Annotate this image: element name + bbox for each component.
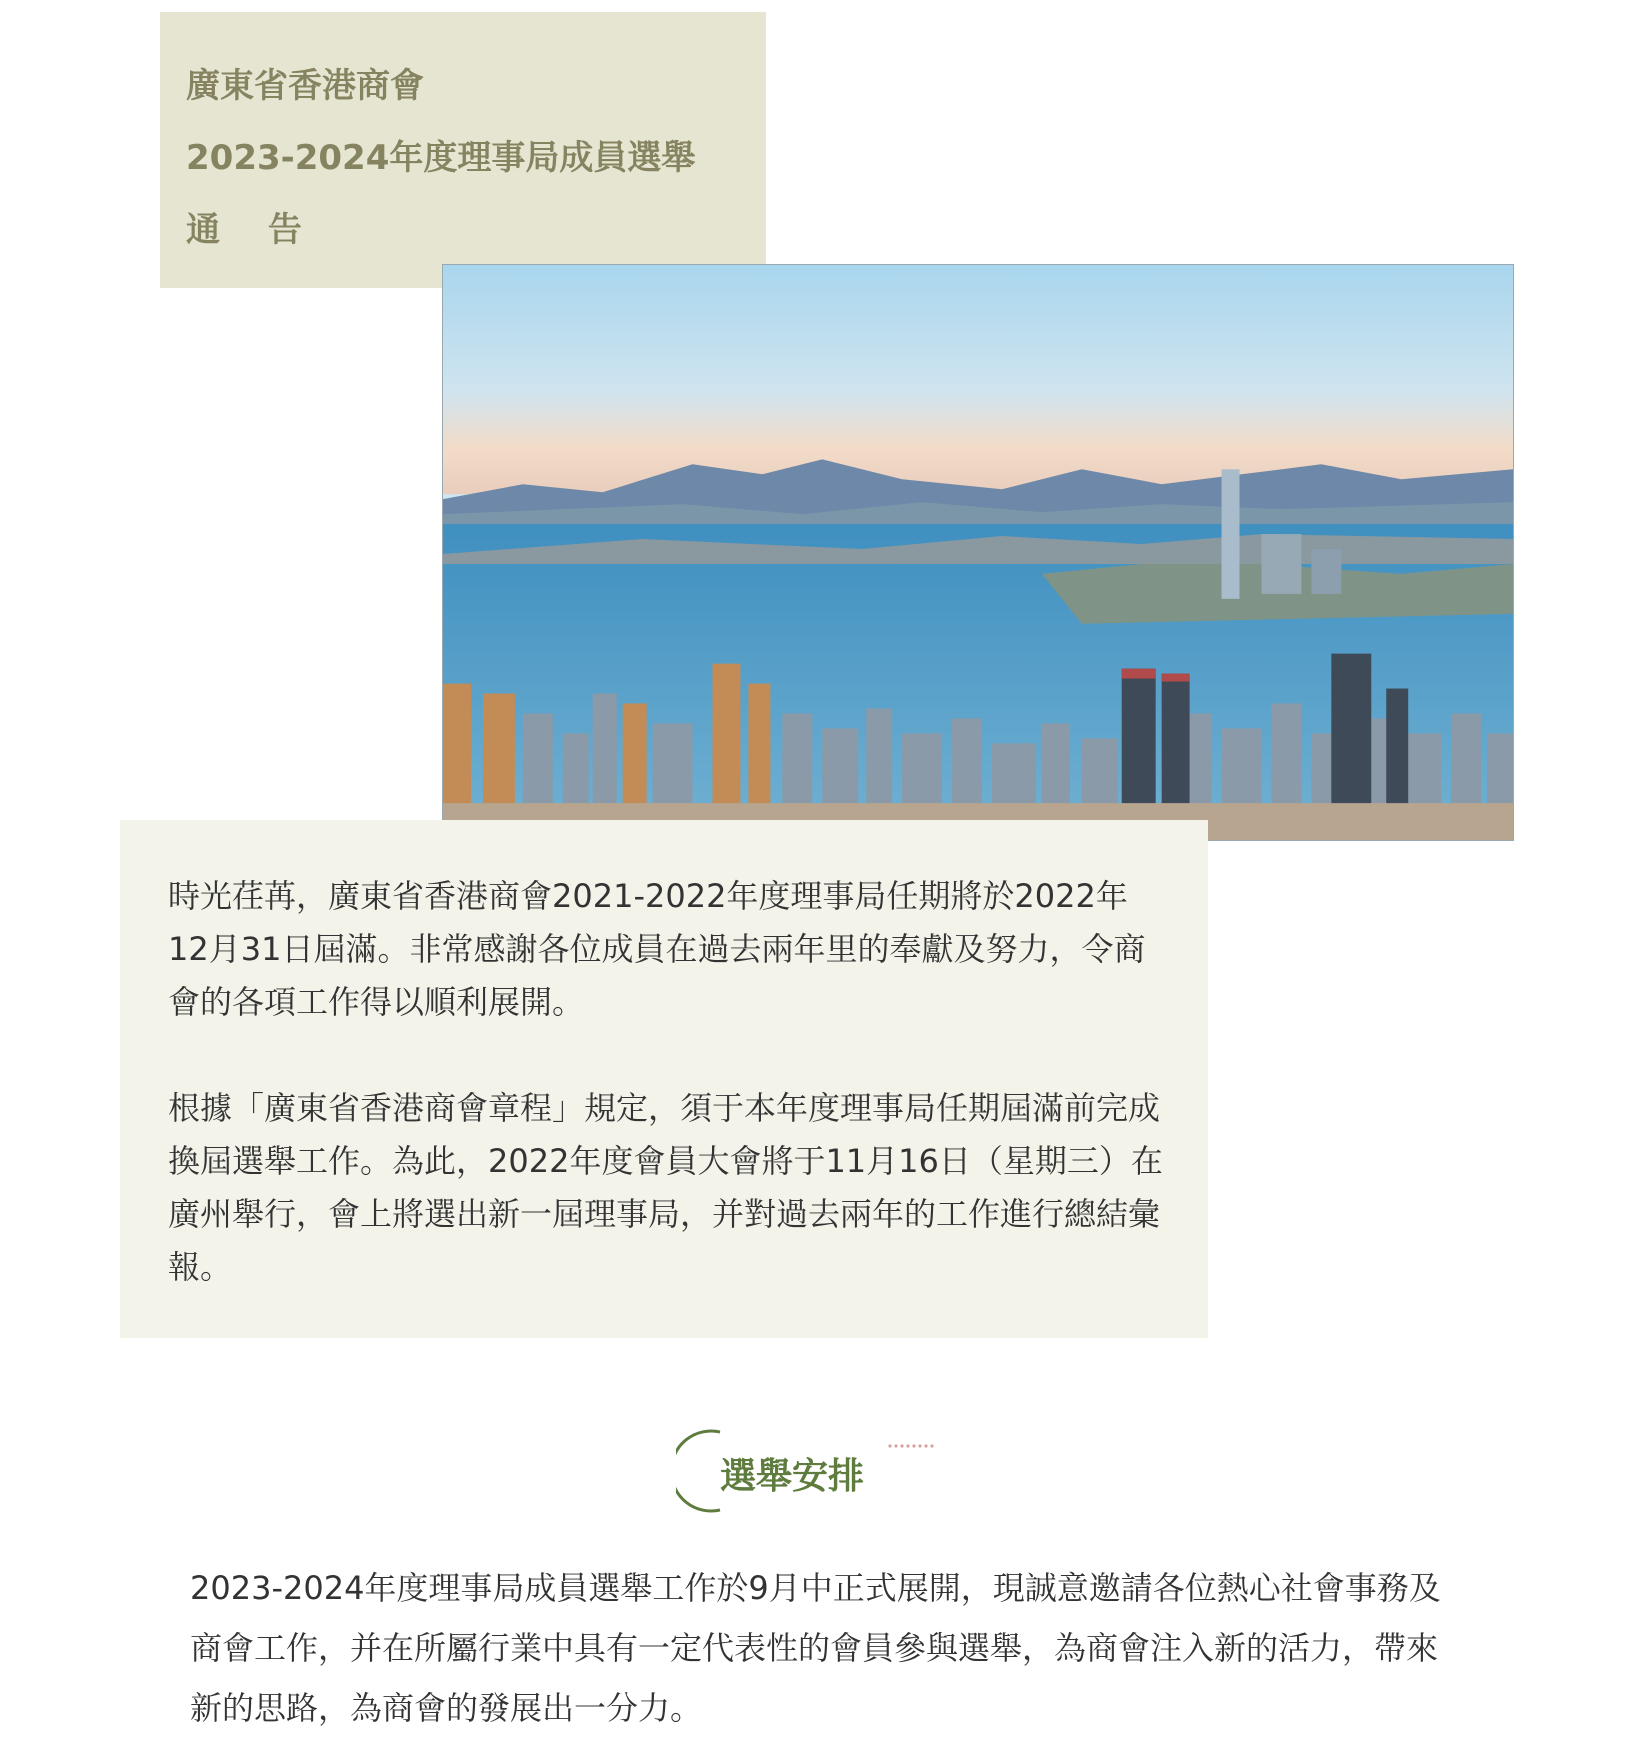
notice-title-box xyxy=(160,12,766,288)
hong-kong-skyline-photo xyxy=(442,264,1514,841)
skyline-illustration xyxy=(443,265,1513,840)
election-arrangement-paragraph: 2023-2024年度理事局成員選舉工作於9月中正式展開，現誠意邀請各位熱心社會事務及商會工作，并在所屬行業中具有一定代表性的會員參與選舉，為商會注入新的活力，帶來新的思路，為商會的發展出一分力。 xyxy=(190,1569,1441,1727)
section-heading xyxy=(676,1426,956,1516)
section-title: 選舉安排 xyxy=(720,1456,865,1497)
intro-paragraph-2: 根據「廣東省香港商會章程」規定，須于本年度理事局任期屆滿前完成換屆選舉工作。為此，2022年度會員大會將于11月16日（星期三）在廣州舉行，會上將選出新一屆理事局，并對過去兩年的工作進行總結彙報。 xyxy=(168,1089,1163,1286)
intro-paragraph-1: 時光荏苒，廣東省香港商會2021-2022年度理事局任期將於2022年12月31日屆滿。非常感謝各位成員在過去兩年里的奉獻及努力，令商會的各項工作得以順利展開。 xyxy=(168,877,1146,1021)
election-title: 2023-2024年度理事局成員選舉 xyxy=(186,138,696,178)
notice-label: 通 告 xyxy=(186,210,320,250)
intro-text-box xyxy=(120,820,1208,1338)
org-name: 廣東省香港商會 xyxy=(186,66,424,106)
